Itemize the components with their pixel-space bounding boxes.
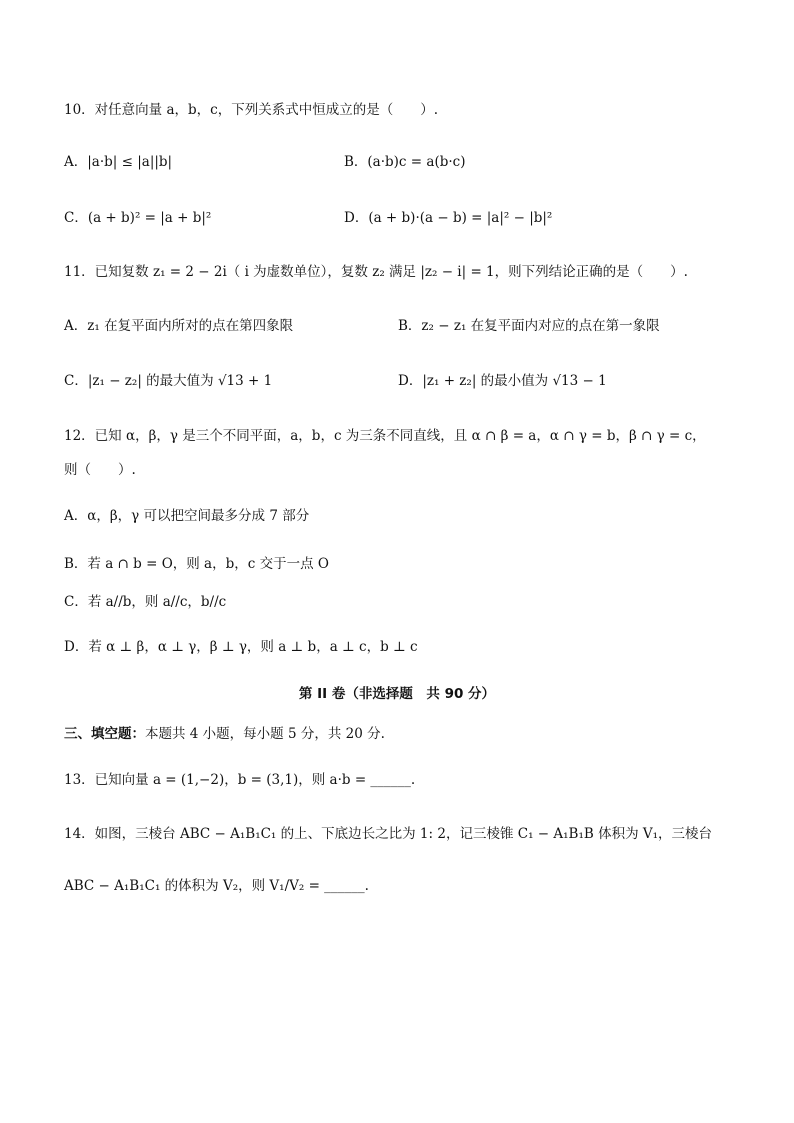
q12-option-b: B．若 a ∩ b = O，则 a，b，c 交于一点 O (64, 556, 329, 572)
q12-option-a: A．α，β，γ 可以把空间最多分成 7 部分 (64, 508, 310, 524)
q14-line2: ABC − A₁B₁C₁ 的体积为 V₂，则 V₁/V₂ = ______. (64, 878, 369, 894)
q10-option-a: A．|a·b| ≤ |a||b| (64, 154, 173, 170)
section-title: 第 II 卷（非选择题 共 90 分） (298, 686, 496, 702)
q11-option-a: A．z₁ 在复平面内所对的点在第四象限 (64, 318, 294, 334)
question-13: 13．已知向量 a = (1,−2)，b = (3,1)，则 a·b = ______. (64, 772, 416, 788)
q11-option-c: C．|z₁ − z₂| 的最大值为 √13 + 1 (64, 373, 273, 389)
q12-option-c: C．若 a//b，则 a//c，b//c (64, 594, 227, 610)
q11-option-b: B．z₂ − z₁ 在复平面内对应的点在第一象限 (398, 318, 660, 334)
section-heading: 三、填空题： (64, 726, 145, 742)
section-instructions (64, 723, 385, 745)
q11-option-d: D．|z₁ + z₂| 的最小值为 √13 − 1 (398, 373, 607, 389)
q12-stem-line2: 则（ ）. (64, 462, 136, 478)
q10-option-b: B．(a·b)c = a(b·c) (344, 154, 466, 170)
section-desc: 本题共 4 小题，每小题 5 分，共 20 分. (145, 726, 385, 742)
q10-option-d: D．(a + b)·(a − b) = |a|² − |b|² (344, 210, 553, 226)
q10-option-c: C．(a + b)² = |a + b|² (64, 210, 212, 226)
q14-line1: 14．如图，三棱台 ABC − A₁B₁C₁ 的上、下底边长之比为 1: 2，记三棱锥 C₁ − A₁B₁B 体积为 V₁，三棱台 (64, 826, 713, 842)
q12-stem-line1: 12．已知 α，β，γ 是三个不同平面，a，b，c 为三条不同直线，且 α ∩ β = a，α ∩ γ = b，β ∩ γ = c， (64, 428, 706, 444)
q12-option-d: D．若 α ⊥ β，α ⊥ γ，β ⊥ γ，则 a ⊥ b，a ⊥ c，b ⊥ c (64, 639, 418, 655)
q10-stem: 10．对任意向量 a，b，c，下列关系式中恒成立的是（ ）. (64, 102, 439, 118)
q11-stem: 11．已知复数 z₁ = 2 − 2i（ i 为虚数单位），复数 z₂ 满足 |z₂ − i| = 1，则下列结论正确的是（ ）. (64, 264, 688, 280)
